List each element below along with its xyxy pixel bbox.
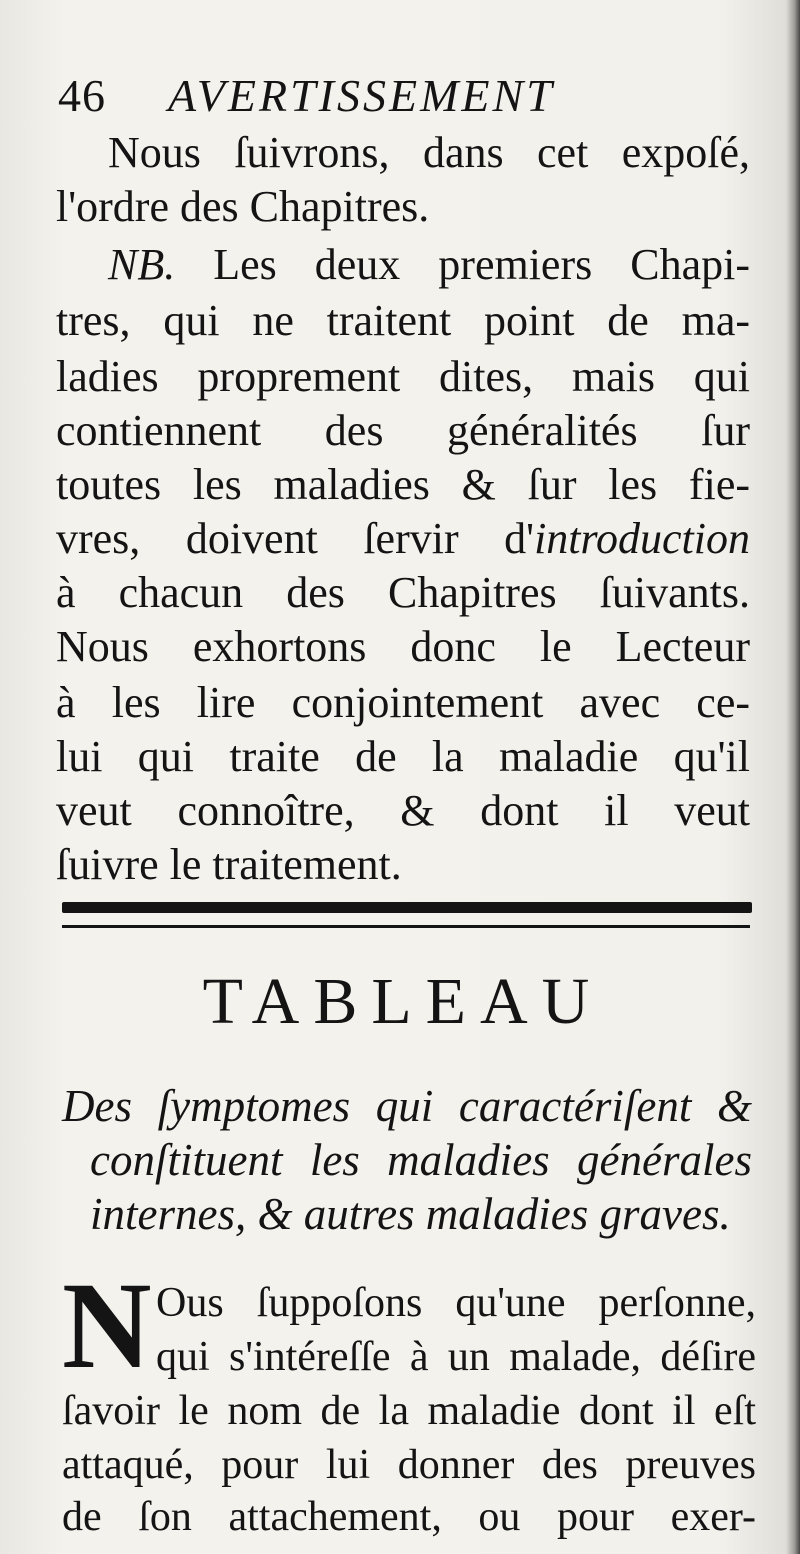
running-head: AVERTISSEMENT (168, 70, 555, 121)
paragraph-2-line-1-text: Les deux premiers Chapi- (175, 240, 750, 289)
paragraph-2-line-2: tres, qui ne traitent point de ma- (56, 296, 750, 345)
subtitle-line-3: internes, & autres maladies graves. (90, 1189, 731, 1239)
drop-cap: N (62, 1257, 152, 1394)
body-line-3: ſavoir le nom de la maladie dont il eſt (62, 1388, 756, 1434)
body-line-1: Ous ſuppoſons qu'une perſonne, (156, 1280, 756, 1326)
page-gutter-shadow (786, 0, 800, 1554)
paragraph-2-line-10: lui qui traite de la maladie qu'il (56, 732, 750, 781)
paragraph-2-line-11: veut connoître, & dont il veut (56, 786, 750, 835)
paragraph-2-line-1 (56, 238, 750, 292)
section-rule-thick (62, 902, 752, 913)
body-line-5: de ſon attachement, ou pour exer- (62, 1494, 756, 1540)
paragraph-2-line-9: à les lire conjointement avec ce- (56, 678, 750, 727)
paragraph-2-line-6 (56, 512, 750, 566)
subtitle-line-1: Des ſymptomes qui caractériſent & (62, 1081, 752, 1131)
nb-label: NB. (108, 240, 176, 289)
paragraph-2-line-7: à chacun des Chapitres ſuivants. (56, 568, 750, 617)
body-line-2: qui s'intéreſſe à un malade, déſire (156, 1334, 756, 1380)
paragraph-2-line-3: ladies proprement dites, mais qui (56, 352, 750, 401)
page-number: 46 (58, 70, 106, 121)
subtitle-line-2: conſtituent les maladies générales (90, 1135, 752, 1185)
introduction-word: introduction (534, 514, 750, 563)
paragraph-2-line-4: contiennent des généralités ſur (56, 406, 750, 455)
body-line-4: attaqué, pour lui donner des preuves (62, 1442, 756, 1488)
section-rule-thin (62, 925, 750, 928)
paragraph-1-line-1: Nous ſuivrons, dans cet expoſé, (108, 128, 750, 177)
section-title: TABLEAU (202, 965, 604, 1038)
paragraph-2-line-12: ſuivre le traitement. (56, 840, 402, 889)
paragraph-1-line-2: l'ordre des Chapitres. (56, 182, 430, 231)
paragraph-2-line-6-text: vres, doivent ſervir d' (56, 514, 535, 563)
paragraph-2-line-5: toutes les maladies & ſur les fie- (56, 460, 750, 509)
paragraph-2-line-8: Nous exhortons donc le Lecteur (56, 622, 750, 671)
page-header (58, 66, 738, 126)
